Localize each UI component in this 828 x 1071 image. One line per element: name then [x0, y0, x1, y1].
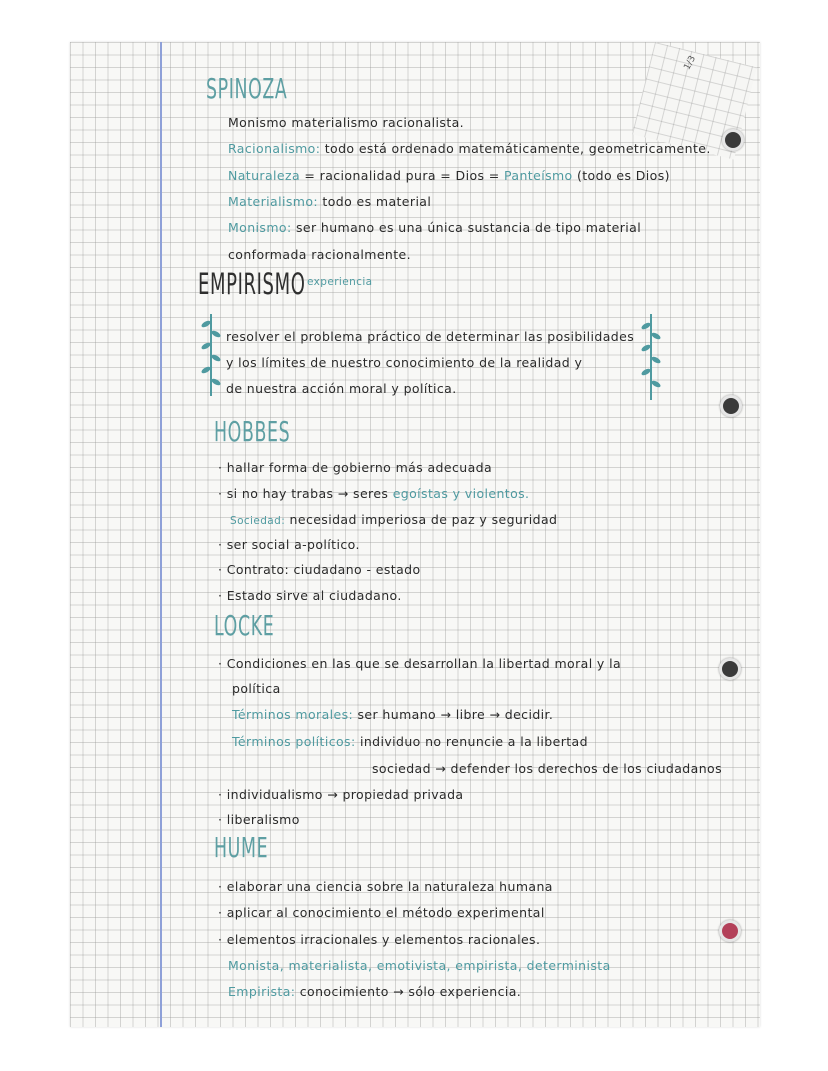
heading-hume: HUME: [214, 831, 269, 864]
hume-bullet-3: · elementos irracionales y elementos racionales.: [218, 932, 541, 947]
monismo-label: Monismo:: [228, 220, 292, 235]
locke-bullet-2: · individualismo → propiedad privada: [218, 787, 464, 802]
hume-b2-text: aplicar al conocimiento el método experimental: [226, 905, 545, 920]
spinoza-line-1: Monismo materialismo racionalista.: [228, 115, 465, 130]
empirismo-quote-1: resolver el problema práctico de determinar las posibilidades: [226, 329, 635, 344]
materialismo-label: Materialismo:: [228, 194, 319, 209]
empirismo-note: experiencia: [307, 276, 373, 288]
locke-bullet-3: · liberalismo: [218, 812, 300, 827]
locke-politicos: [232, 734, 588, 749]
hume-empirista: [228, 984, 521, 999]
locke-b1-text: Condiciones en las que se desarrollan la libertad moral y la: [226, 656, 622, 671]
hume-tags: Monista, materialista, emotivista, empirista, determinista: [228, 958, 611, 973]
heading-spinoza: SPINOZA: [206, 72, 288, 105]
margin-line: [160, 42, 162, 1027]
locke-bullet-1: · Condiciones en las que se desarrollan la libertad moral y la: [218, 656, 622, 671]
hobbes-b3-text: ser social a-político.: [226, 537, 360, 552]
materialismo-text: todo es material: [322, 194, 432, 209]
hobbes-bullet-3: · ser social a-político.: [218, 537, 360, 552]
hume-bullet-1: · elaborar una ciencia sobre la naturaleza humana: [218, 879, 553, 894]
page-number-note: 1/3: [682, 54, 699, 72]
arrow-icon: →: [337, 486, 349, 501]
hobbes-b2-mid: seres: [353, 486, 389, 501]
empirismo-quote-3: de nuestra acción moral y política.: [226, 381, 457, 396]
hobbes-bullet-5: · Estado sirve al ciudadano.: [218, 588, 402, 603]
racionalismo-text: todo está ordenado matemáticamente, geometricamente.: [324, 141, 711, 156]
hobbes-b2-teal: egoístas y violentos.: [392, 486, 530, 501]
spinoza-line-4: [228, 194, 431, 209]
hume-b3-text: elementos irracionales y elementos racionales.: [226, 932, 541, 947]
locke-politicos-2: sociedad → defender los derechos de los ciudadanos: [372, 761, 722, 776]
naturaleza-label: Naturaleza: [228, 168, 301, 183]
binder-hole: [720, 395, 742, 417]
binder-hole: [719, 658, 741, 680]
heading-locke: LOCKE: [214, 609, 275, 642]
hobbes-b5-text: Estado sirve al ciudadano.: [226, 588, 402, 603]
hobbes-bullet-1: · hallar forma de gobierno más adecuada: [218, 460, 493, 475]
spinoza-line-6: conformada racionalmente.: [228, 247, 412, 262]
monismo-text: ser humano es una única sustancia de tipo material: [295, 220, 642, 235]
hobbes-b1-text: hallar forma de gobierno más adecuada: [226, 460, 493, 475]
sociedad-text: necesidad imperiosa de paz y seguridad: [289, 512, 558, 527]
hobbes-bullet-4: · Contrato: ciudadano - estado: [218, 562, 421, 577]
locke-morales: [232, 707, 553, 722]
hume-bullet-2: · aplicar al conocimiento el método experimental: [218, 905, 545, 920]
panteismo-label: Panteísmo: [504, 168, 573, 183]
spinoza-line-5: [228, 220, 641, 235]
morales-text: ser humano → libre → decidir.: [357, 707, 554, 722]
hobbes-b4-text: Contrato: ciudadano - estado: [226, 562, 421, 577]
empirista-label: Empirista:: [228, 984, 296, 999]
empirismo-quote-2: y los límites de nuestro conocimiento de la realidad y: [226, 355, 583, 370]
locke-b3-text: liberalismo: [226, 812, 300, 827]
politicos-label: Términos políticos:: [232, 734, 356, 749]
hobbes-bullet-2: · si no hay trabas → seres egoístas y violentos.: [218, 486, 530, 501]
binder-hole: [722, 129, 744, 151]
locke-bullet-1-cont: política: [232, 681, 281, 696]
naturaleza-text: = racionalidad pura = Dios =: [304, 168, 500, 183]
hobbes-sociedad: [230, 512, 557, 527]
morales-label: Términos morales:: [232, 707, 354, 722]
heading-hobbes: HOBBES: [214, 415, 291, 448]
spinoza-line-2: [228, 141, 711, 156]
branch-left-icon: [200, 312, 222, 398]
locke-b2-text: individualismo → propiedad privada: [226, 787, 464, 802]
empirista-text: conocimiento → sólo experiencia.: [299, 984, 522, 999]
spinoza-line-3: [228, 168, 670, 183]
hume-b1-text: elaborar una ciencia sobre la naturaleza humana: [226, 879, 553, 894]
heading-empirismo: EMPIRISMO: [198, 267, 306, 301]
sociedad-label: Sociedad:: [230, 515, 286, 527]
hobbes-b2-start: si no hay trabas: [226, 486, 334, 501]
binder-hole-red: [719, 920, 741, 942]
racionalismo-label: Racionalismo:: [228, 141, 321, 156]
panteismo-tail: (todo es Dios): [576, 168, 670, 183]
branch-right-icon: [640, 312, 662, 402]
politicos-text: individuo no renuncie a la libertad: [359, 734, 588, 749]
